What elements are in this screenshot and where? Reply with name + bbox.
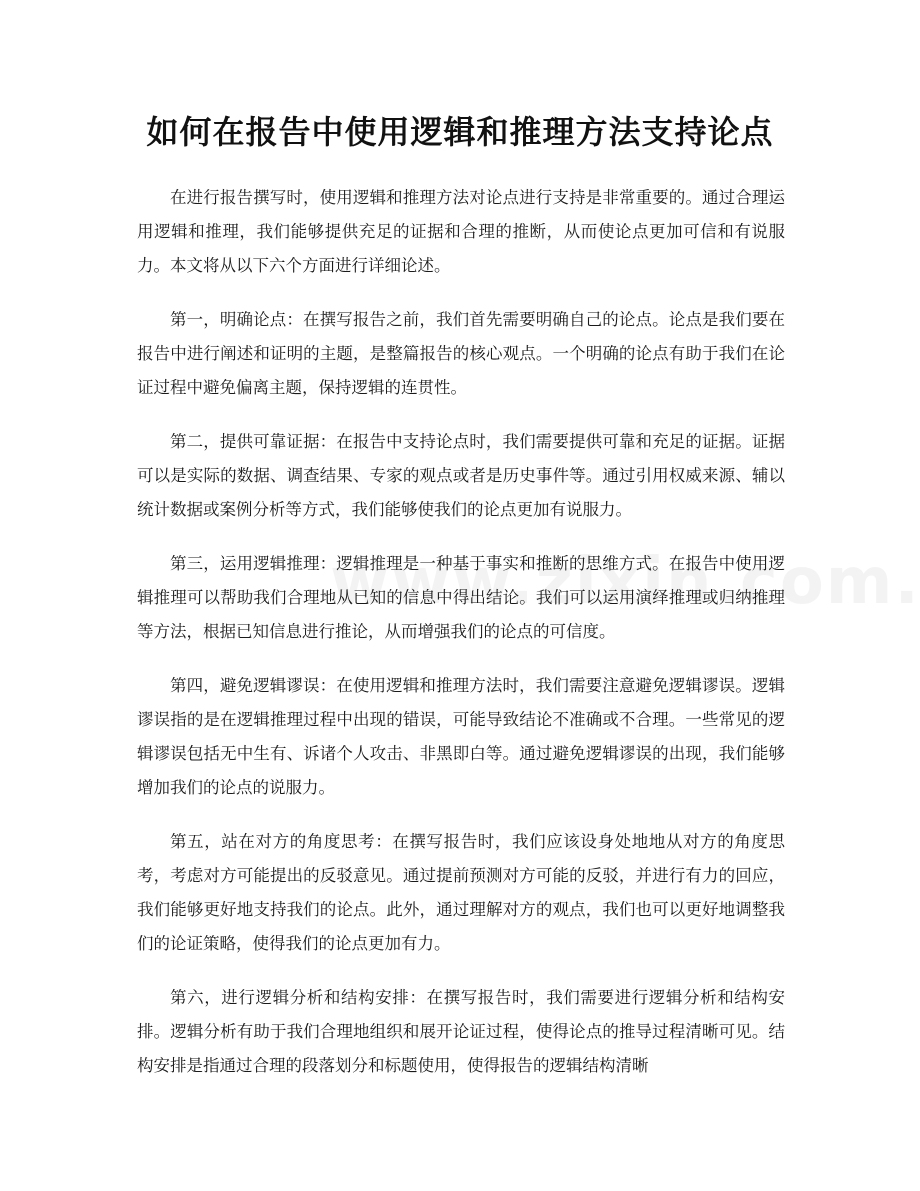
paragraph-4: 第四，避免逻辑谬误：在使用逻辑和推理方法时，我们需要注意避免逻辑谬误。逻辑谬误指的是在逻辑推理过程中出现的错误，可能导致结论不准确或不合理。一些常见的逻辑谬误包括无中生有、诉诸个人攻击、非黑即白等。通过避免逻辑谬误的出现，我们能够增加我们的论点的说服力。	[137, 676, 785, 797]
paragraph-6: 第六，进行逻辑分析和结构安排：在撰写报告时，我们需要进行逻辑分析和结构安排。逻辑分析有助于我们合理地组织和展开论证过程，使得论点的推导过程清晰可见。结构安排是指通过合理的段落划分和标题使用，使得报告的逻辑结构清晰	[137, 988, 785, 1075]
paragraph-1: 第一，明确论点：在撰写报告之前，我们首先需要明确自己的论点。论点是我们要在报告中进行阐述和证明的主题，是整篇报告的核心观点。一个明确的论点有助于我们在论证过程中避免偏离主题，保持逻辑的连贯性。	[137, 310, 785, 397]
paragraph-2: 第二，提供可靠证据：在报告中支持论点时，我们需要提供可靠和充足的证据。证据可以是实际的数据、调查结果、专家的观点或者是历史事件等。通过引用权威来源、辅以统计数据或案例分析等方式，我们能够使我们的论点更加有说服力。	[137, 432, 785, 519]
document-title: 如何在报告中使用逻辑和推理方法支持论点	[146, 113, 774, 151]
paragraph-intro: 在进行报告撰写时，使用逻辑和推理方法对论点进行支持是非常重要的。通过合理运用逻辑和推理，我们能够提供充足的证据和合理的推断，从而使论点更加可信和有说服力。本文将从以下六个方面进行详细论述。	[137, 188, 785, 275]
document-body	[137, 181, 785, 1103]
paragraph-5: 第五，站在对方的角度思考：在撰写报告时，我们应该设身处地地从对方的角度思考，考虑对方可能提出的反驳意见。通过提前预测对方可能的反驳，并进行有力的回应，我们能够更好地支持我们的论点。此外，通过理解对方的观点，我们也可以更好地调整我们的论证策略，使得我们的论点更加有力。	[137, 832, 785, 953]
paragraph-3: 第三，运用逻辑推理：逻辑推理是一种基于事实和推断的思维方式。在报告中使用逻辑推理可以帮助我们合理地从已知的信息中得出结论。我们可以运用演绎推理或归纳推理等方法，根据已知信息进行推论，从而增强我们的论点的可信度。	[137, 554, 785, 641]
